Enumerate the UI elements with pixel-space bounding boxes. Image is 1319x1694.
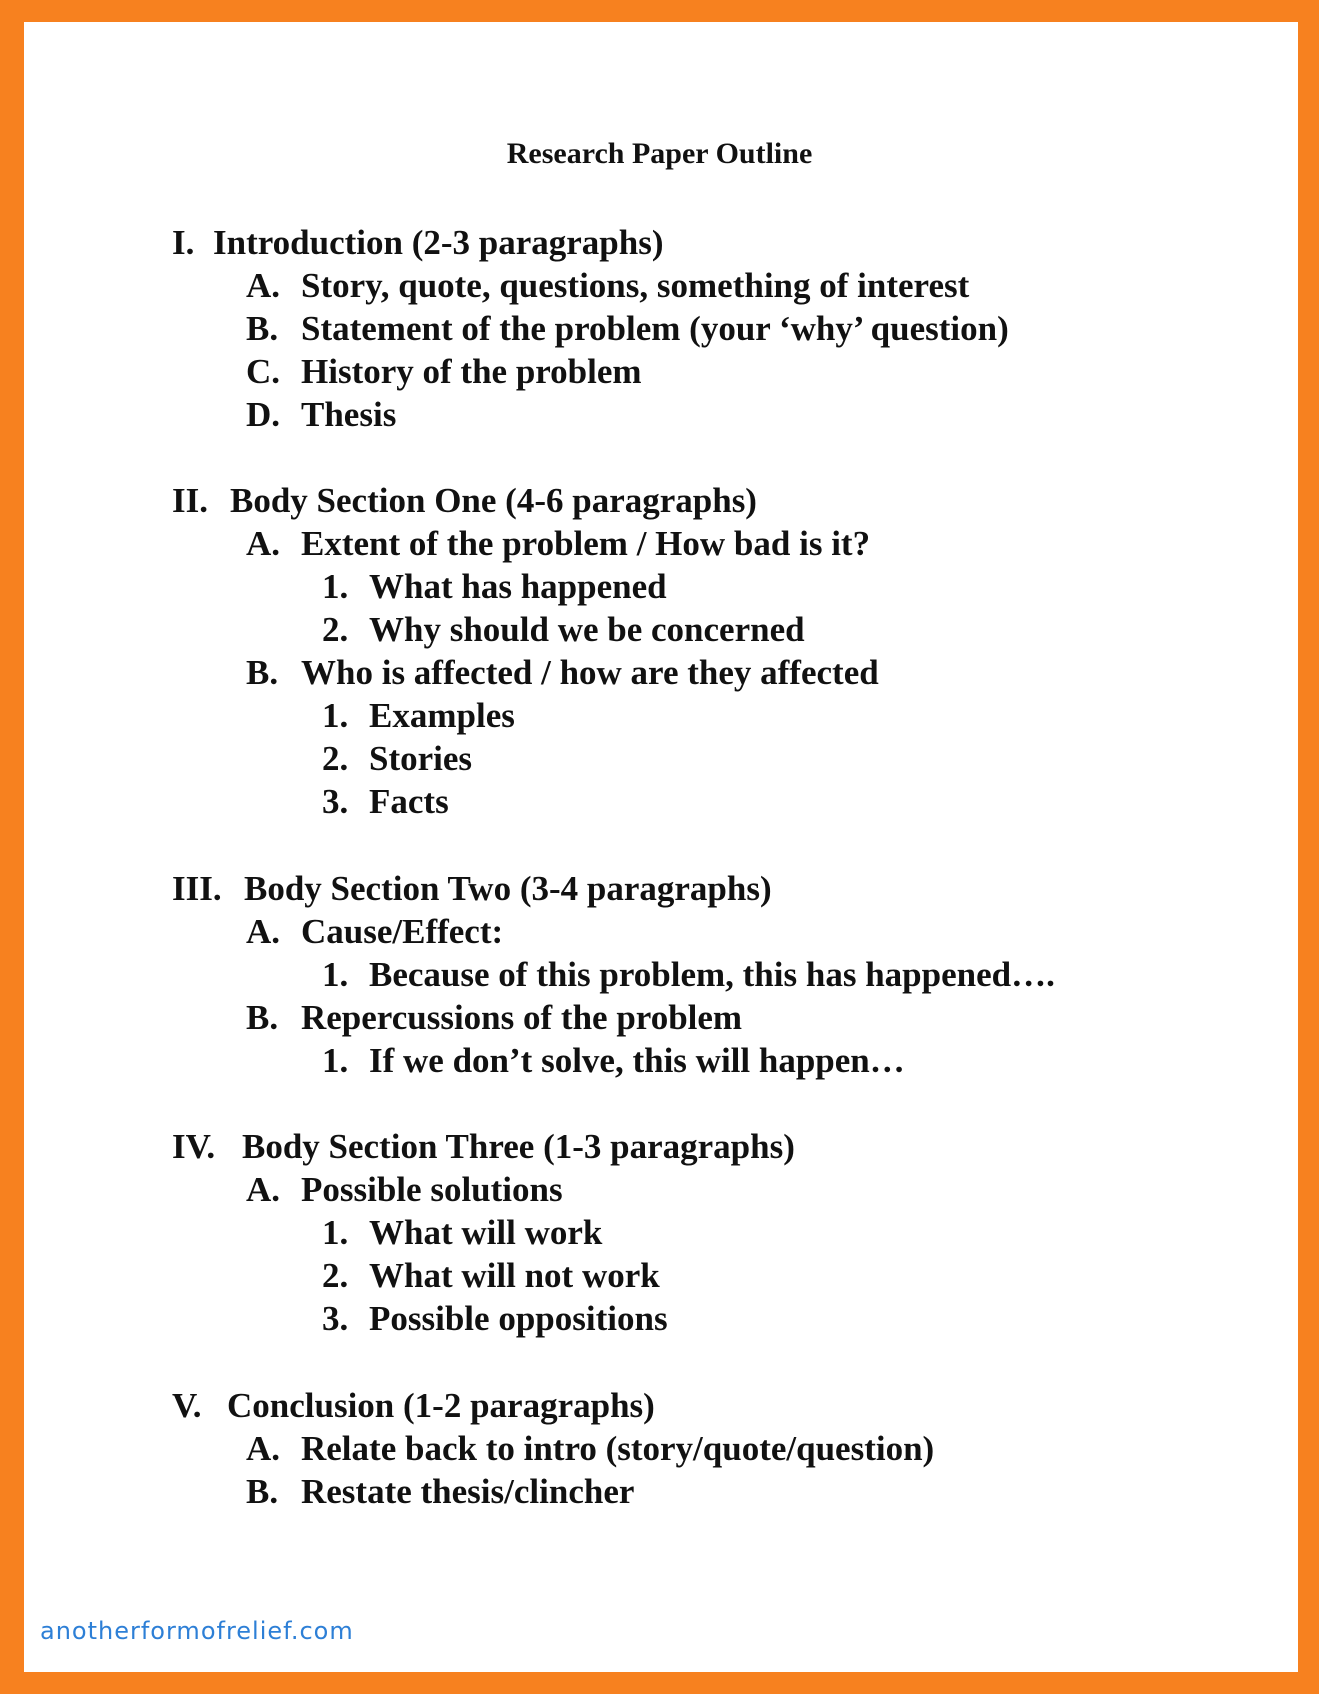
outline-marker: B. bbox=[246, 653, 279, 692]
outline-marker: B. bbox=[246, 998, 279, 1037]
outline-section bbox=[172, 221, 664, 264]
outline-text: Introduction (2-3 paragraphs) bbox=[213, 223, 664, 262]
outline-text: Because of this problem, this has happened…. bbox=[369, 955, 1055, 994]
outline-item bbox=[322, 565, 667, 608]
outline-item bbox=[322, 1039, 905, 1082]
outline-section bbox=[172, 479, 757, 522]
outline-marker: 1. bbox=[322, 1213, 349, 1252]
outline-text: History of the problem bbox=[301, 352, 642, 391]
outline-text: Examples bbox=[369, 696, 515, 735]
outline-text: What has happened bbox=[369, 567, 667, 606]
outline-text: Cause/Effect: bbox=[301, 912, 504, 951]
outline-section bbox=[172, 867, 772, 910]
outline-text: Thesis bbox=[301, 395, 397, 434]
outline-text: Repercussions of the problem bbox=[301, 998, 743, 1037]
outline-subpoint bbox=[246, 307, 1009, 350]
outline-text: Why should we be concerned bbox=[369, 610, 805, 649]
outline-text: Extent of the problem / How bad is it? bbox=[301, 524, 871, 563]
outline-marker: 1. bbox=[322, 1041, 349, 1080]
outline-item bbox=[322, 1211, 602, 1254]
outline-text: Relate back to intro (story/quote/question) bbox=[301, 1429, 935, 1468]
watermark: anotherformofrelief.com bbox=[40, 1617, 354, 1645]
outline-marker: B. bbox=[246, 309, 279, 348]
outline-subpoint bbox=[246, 522, 870, 565]
outline-section bbox=[172, 1384, 655, 1427]
outline-marker: 1. bbox=[322, 567, 349, 606]
outline-marker: B. bbox=[246, 1472, 279, 1511]
outline-subpoint bbox=[246, 1427, 934, 1470]
outline-item bbox=[322, 737, 472, 780]
outline-marker: 3. bbox=[322, 782, 349, 821]
document-title: Research Paper Outline bbox=[506, 137, 813, 170]
outline-subpoint bbox=[246, 350, 642, 393]
outline-marker: 1. bbox=[322, 696, 349, 735]
outline-subpoint bbox=[246, 996, 742, 1039]
outline-text: Statement of the problem (your ‘why’ question) bbox=[301, 309, 1009, 348]
outline-text: Body Section One (4-6 paragraphs) bbox=[230, 481, 757, 520]
outline-text: Body Section Two (3-4 paragraphs) bbox=[244, 869, 772, 908]
outline-subpoint bbox=[246, 1168, 563, 1211]
outline-subpoint bbox=[246, 1470, 634, 1513]
outline-marker: A. bbox=[246, 1429, 281, 1468]
outline-item bbox=[322, 608, 805, 651]
outline-text: What will not work bbox=[369, 1256, 660, 1295]
outline-text: Facts bbox=[369, 782, 449, 821]
outline-marker: 2. bbox=[322, 1256, 349, 1295]
outline-text: Who is affected / how are they affected bbox=[301, 653, 879, 692]
outline-subpoint bbox=[246, 393, 396, 436]
outline-text: If we don’t solve, this will happen… bbox=[369, 1041, 905, 1080]
outline-marker: A. bbox=[246, 524, 281, 563]
outline-subpoint bbox=[246, 651, 879, 694]
outline-text: What will work bbox=[369, 1213, 603, 1252]
outline-marker: IV. bbox=[172, 1127, 216, 1166]
outline-marker: 3. bbox=[322, 1299, 349, 1338]
outline-item bbox=[322, 1254, 660, 1297]
outline-marker: A. bbox=[246, 912, 281, 951]
outline-text: Possible oppositions bbox=[369, 1299, 668, 1338]
outline-text: Stories bbox=[369, 739, 473, 778]
outline-subpoint bbox=[246, 264, 969, 307]
outline-text: Conclusion (1-2 paragraphs) bbox=[227, 1386, 655, 1425]
outline-text: Body Section Three (1-3 paragraphs) bbox=[242, 1127, 795, 1166]
outline-marker: D. bbox=[246, 395, 281, 434]
outline-marker: V. bbox=[172, 1386, 202, 1425]
outline-section bbox=[172, 1125, 795, 1168]
outline-item bbox=[322, 953, 1055, 996]
outline-text: Possible solutions bbox=[301, 1170, 563, 1209]
outline-marker: C. bbox=[246, 352, 281, 391]
outline-marker: II. bbox=[172, 481, 208, 520]
outline-marker: A. bbox=[246, 1170, 281, 1209]
outline-item bbox=[322, 1297, 668, 1340]
outline-text: Restate thesis/clincher bbox=[301, 1472, 635, 1511]
outline-marker: I. bbox=[172, 223, 195, 262]
outline-marker: 2. bbox=[322, 739, 349, 778]
outline-marker: III. bbox=[172, 869, 222, 908]
outline-item bbox=[322, 694, 515, 737]
outline-marker: 2. bbox=[322, 610, 349, 649]
outline-item bbox=[322, 780, 449, 823]
outline-marker: 1. bbox=[322, 955, 349, 994]
outline-subpoint bbox=[246, 910, 503, 953]
outline-marker: A. bbox=[246, 266, 281, 305]
outline-text: Story, quote, questions, something of interest bbox=[301, 266, 970, 305]
